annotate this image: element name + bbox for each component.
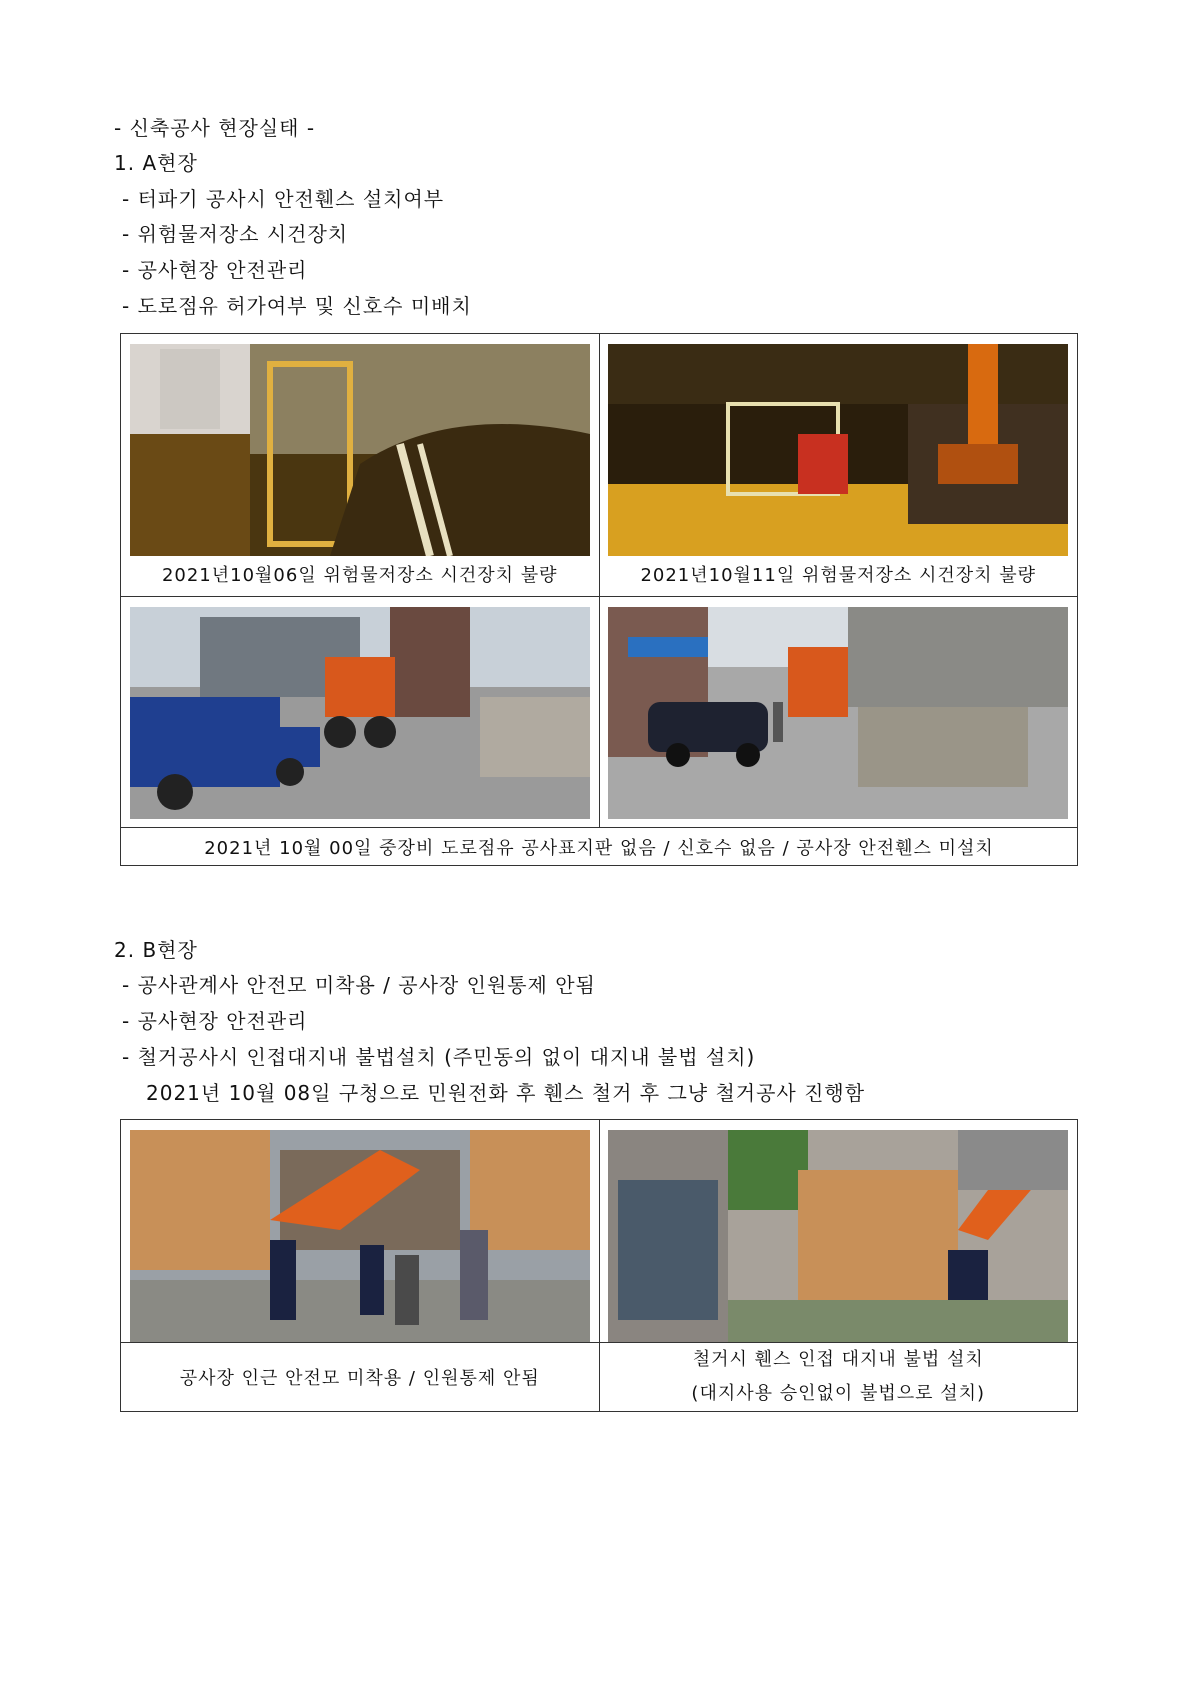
site-a-photo-table <box>120 333 1078 866</box>
site-a-item: - 터파기 공사시 안전휀스 설치여부 <box>122 187 445 211</box>
photo-caption: 2021년 10월 00일 중장비 도로점유 공사표지판 없음 / 신호수 없음 / 공사장 안전휀스 미설치 <box>121 828 1078 866</box>
road-occupation-photo-1 <box>130 607 590 819</box>
section-header: - 신축공사 현장실태 - <box>114 116 316 140</box>
demolition-photo-1 <box>130 1130 590 1342</box>
photo-cell <box>599 1120 1078 1343</box>
site-a-item: - 공사현장 안전관리 <box>122 258 308 282</box>
photo-caption: 공사장 인근 안전모 미착용 / 인원통제 안됨 <box>121 1343 600 1412</box>
photo-cell <box>599 597 1078 828</box>
photo-cell <box>599 334 1078 597</box>
photo-cell <box>121 597 600 828</box>
site-a-item: - 위험물저장소 시건장치 <box>122 222 349 246</box>
photo-caption: 2021년10월11일 위험물저장소 시건장치 불량 <box>640 565 1037 586</box>
site-b-item: - 공사관계사 안전모 미착용 / 공사장 인원통제 안됨 <box>122 973 596 997</box>
photo-caption-line: (대지사용 승인없이 불법으로 설치) <box>691 1383 986 1404</box>
site-a-item: - 도로점유 허가여부 및 신호수 미배치 <box>122 294 472 318</box>
site-a-title: 1. A현장 <box>114 151 198 175</box>
site-b-photo-table <box>120 1119 1078 1412</box>
demolition-photo-2 <box>608 1130 1068 1342</box>
site-b-item: - 공사현장 안전관리 <box>122 1009 308 1033</box>
road-occupation-photo-2 <box>608 607 1068 819</box>
photo-caption: 2021년10월06일 위험물저장소 시건장치 불량 <box>161 565 558 586</box>
site-b-item: - 철거공사시 인접대지내 불법설치 (주민동의 없이 대지내 불법 설치) <box>122 1045 756 1069</box>
photo-caption-line: 철거시 휀스 인접 대지내 불법 설치 <box>692 1349 984 1370</box>
site-b-note: 2021년 10월 08일 구청으로 민원전화 후 휀스 철거 후 그냥 철거공사 진행함 <box>146 1081 866 1105</box>
hazmat-storage-photo-1 <box>130 344 590 556</box>
photo-cell <box>121 1120 600 1343</box>
site-b-title: 2. B현장 <box>114 938 198 962</box>
photo-cell <box>121 334 600 597</box>
hazmat-storage-photo-2 <box>608 344 1068 556</box>
photo-caption-double <box>599 1343 1078 1412</box>
